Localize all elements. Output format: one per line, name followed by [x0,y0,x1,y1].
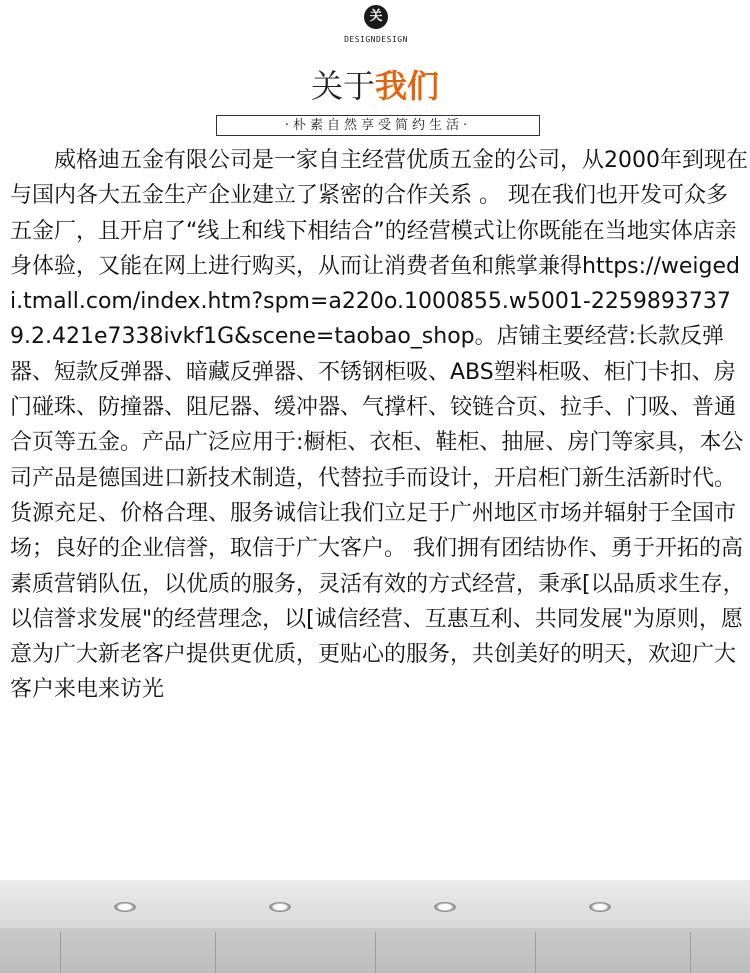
wall-seam [690,932,691,973]
logo-badge: 关 [364,5,388,29]
wall-seam [60,932,61,973]
showroom-ceiling-image [0,880,750,973]
spotlight-icon [269,902,291,912]
title-highlight: 我们 [375,67,440,105]
spotlight-icon [114,902,136,912]
wall-seam [535,932,536,973]
slogan-box: ·朴素自然享受简约生活· [216,115,540,136]
company-description: 威格迪五金有限公司是一家自主经营优质五金的公司，从2000年到现在与国内各大五金生产企业建立了紧密的合作关系 。 现在我们也开发可众多五金厂，且开启了“线上和线下相结合”的经营模式让你既能在当地实体店亲身体验，又能在网上进行购买，从而让消费者鱼和熊掌兼得https://weigedi.tmall.com/index.htm?spm=a220o.1000855.w5001-22598937379.2.421e7338ivkf1G&scene=taobao_shop。店铺主要经营:长款反弹器、短款反弹器、暗藏反弹器、不锈钢柜吸、ABS塑料柜吸、柜门卡扣、房门碰珠、防撞器、阻尼器、缓冲器、气撑杆、铰链合页、拉手、门吸、普通合页等五金。产品广泛应用于:橱柜、衣柜、鞋柜、抽屉、房门等家具，本公司产品是德国进口新技术制造，代替拉手而设计，开启柜门新生活新时代。 货源充足、价格合理、服务诚信让我们立足于广州地区市场并辐射于全国市场；良好的企业信誉，取信于广大客户。 我们拥有团结协作、勇于开拓的高素质营销队伍，以优质的服务，灵活有效的方式经营，秉承[以品质求生存，以信誉求发展"的经营理念，以[诚信经营、互惠互利、共同发展"为原则，愿意为广大新老客户提供更优质，更贴心的服务，共创美好的明天，欢迎广大客户来电来访光 [10,148,748,703]
page-title [0,64,750,108]
wall-seam [215,932,216,973]
spotlight-icon [589,902,611,912]
ceiling-panel [0,880,750,928]
logo-subtitle: DESIGNDESIGN [344,35,408,44]
wall-seam [375,932,376,973]
title-prefix: 关于 [310,67,375,105]
spotlight-icon [434,902,456,912]
